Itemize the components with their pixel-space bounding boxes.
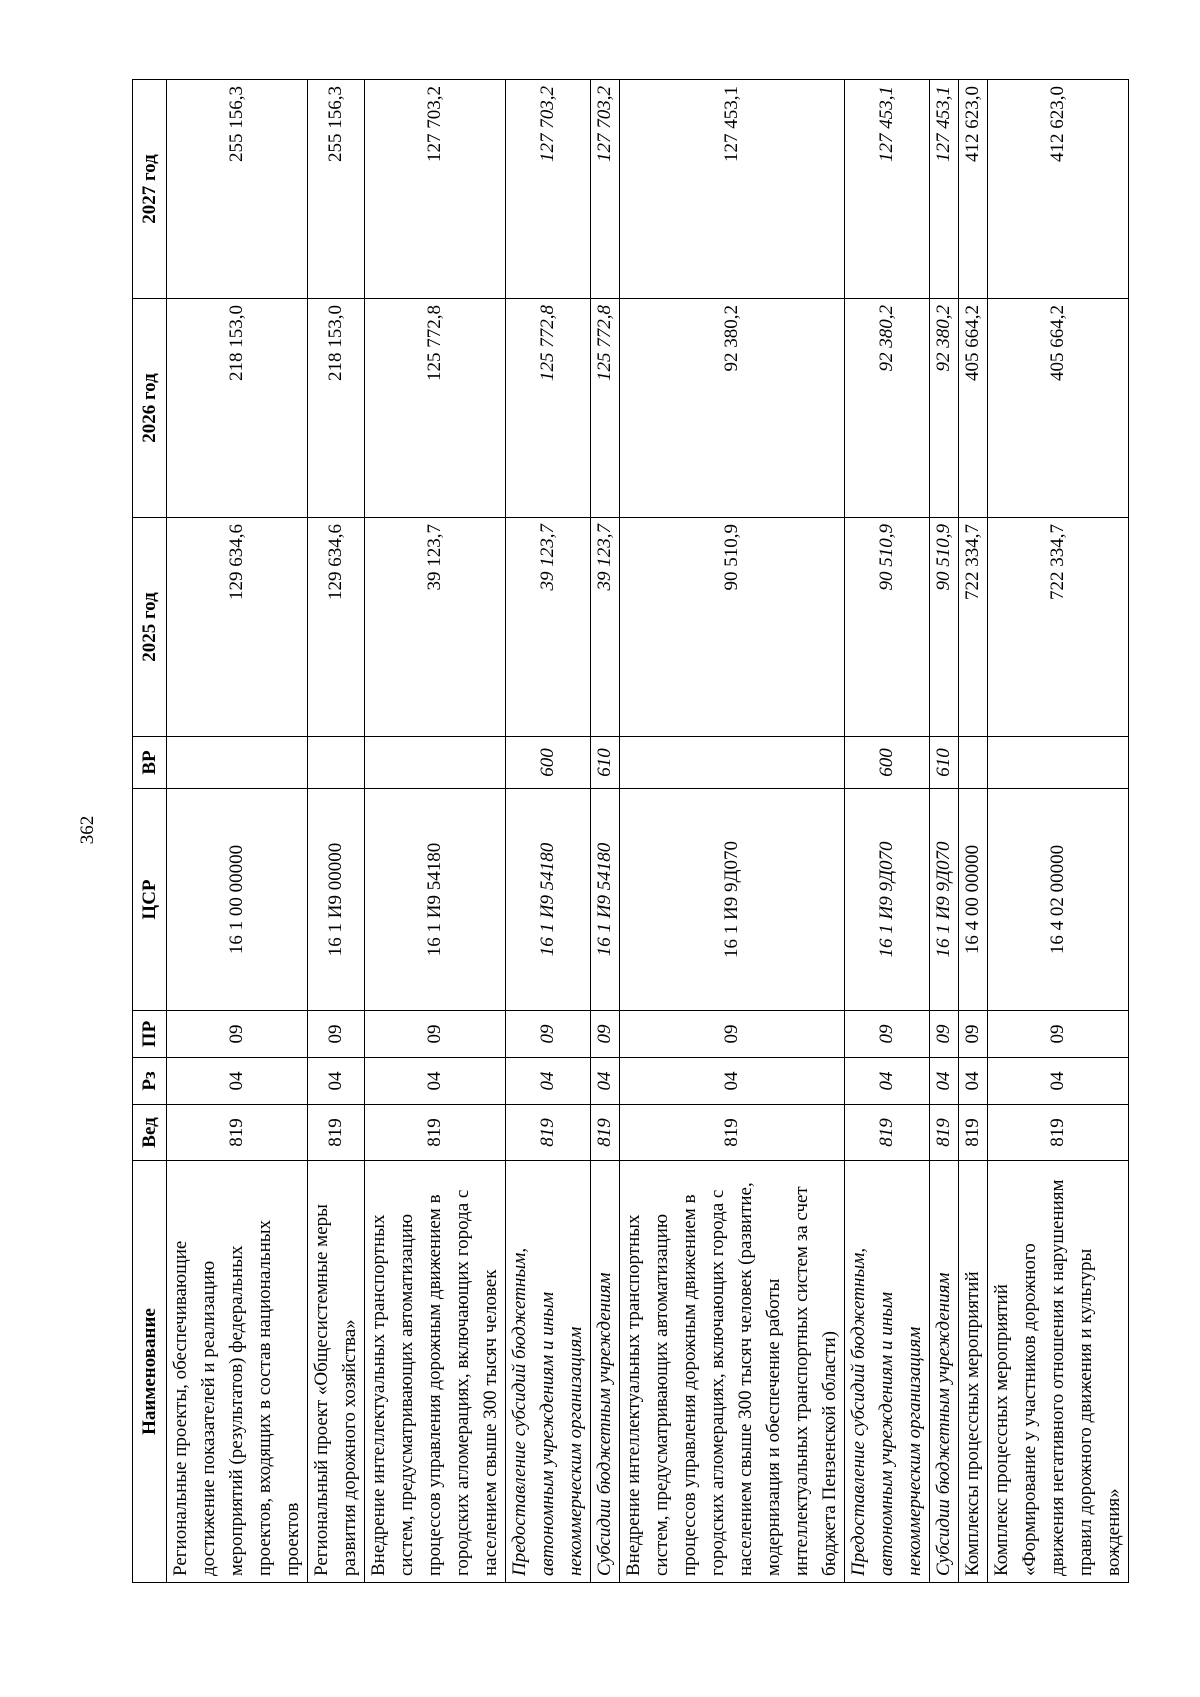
cell-name: Предоставление субсидий бюджетным, автономным учреждениям и иным некоммерческим организациям [845, 1161, 930, 1583]
cell-2027: 255 156,3 [308, 80, 365, 299]
cell-2026: 125 772,8 [591, 299, 620, 518]
page-number: 362 [77, 815, 98, 845]
table-row [506, 80, 591, 1583]
cell-csr: 16 4 00 00000 [959, 789, 988, 1011]
cell-ved: 819 [365, 1105, 506, 1161]
cell-2027: 127 453,1 [930, 80, 959, 299]
header-2025: 2025 год [133, 518, 167, 737]
cell-ved: 819 [930, 1105, 959, 1161]
cell-csr: 16 1 И9 00000 [308, 789, 365, 1011]
cell-name: Региональные проекты, обеспечивающие достижение показателей и реализацию мероприятий (результатов) федеральных проектов, входящих в состав национальных проектов [167, 1161, 308, 1583]
cell-rz: 04 [959, 1058, 988, 1105]
cell-ved: 819 [959, 1105, 988, 1161]
cell-vr [988, 737, 1129, 789]
header-2026: 2026 год [133, 299, 167, 518]
cell-vr [167, 737, 308, 789]
table-row [167, 80, 308, 1583]
cell-csr: 16 1 00 00000 [167, 789, 308, 1011]
cell-csr: 16 1 И9 54180 [591, 789, 620, 1011]
cell-pr: 09 [845, 1011, 930, 1058]
header-rz: Рз [133, 1058, 167, 1105]
cell-csr: 16 1 И9 9Д070 [930, 789, 959, 1011]
cell-vr: 600 [845, 737, 930, 789]
cell-ved: 819 [620, 1105, 845, 1161]
cell-name: Субсидии бюджетным учреждениям [930, 1161, 959, 1583]
cell-rz: 04 [308, 1058, 365, 1105]
cell-vr: 610 [930, 737, 959, 789]
table-header-row [133, 80, 167, 1583]
cell-pr: 09 [506, 1011, 591, 1058]
cell-2027: 127 703,2 [506, 80, 591, 299]
cell-rz: 04 [167, 1058, 308, 1105]
cell-rz: 04 [365, 1058, 506, 1105]
cell-ved: 819 [506, 1105, 591, 1161]
cell-2026: 405 664,2 [988, 299, 1129, 518]
cell-2027: 255 156,3 [167, 80, 308, 299]
cell-name: Внедрение интеллектуальных транспортных систем, предусматривающих автоматизацию процессов управления дорожным движением в городских агломерациях, включающих города с населением свыше 300 тысяч человек [365, 1161, 506, 1583]
table-row [591, 80, 620, 1583]
cell-2026: 218 153,0 [308, 299, 365, 518]
cell-ved: 819 [845, 1105, 930, 1161]
cell-ved: 819 [308, 1105, 365, 1161]
cell-name: Внедрение интеллектуальных транспортных систем, предусматривающих автоматизацию процессов управления дорожным движением в городских агломерациях, включающих города с населением свыше 300 тысяч человек (развитие, модернизация и обеспечение работы интеллектуальных транспортных систем за счет бюджета Пензенской области) [620, 1161, 845, 1583]
cell-csr: 16 1 И9 9Д070 [620, 789, 845, 1011]
cell-rz: 04 [591, 1058, 620, 1105]
cell-vr: 600 [506, 737, 591, 789]
table-row [930, 80, 959, 1583]
cell-2025: 722 334,7 [988, 518, 1129, 737]
header-name: Наименование [133, 1161, 167, 1583]
table-row [308, 80, 365, 1583]
cell-csr: 16 4 02 00000 [988, 789, 1129, 1011]
cell-pr: 09 [930, 1011, 959, 1058]
cell-pr: 09 [959, 1011, 988, 1058]
cell-2026: 92 380,2 [930, 299, 959, 518]
cell-2025: 129 634,6 [167, 518, 308, 737]
cell-ved: 819 [591, 1105, 620, 1161]
cell-2027: 127 453,1 [620, 80, 845, 299]
cell-rz: 04 [930, 1058, 959, 1105]
table-row [988, 80, 1129, 1583]
cell-2025: 39 123,7 [591, 518, 620, 737]
cell-pr: 09 [591, 1011, 620, 1058]
cell-2027: 412 623,0 [988, 80, 1129, 299]
cell-vr [959, 737, 988, 789]
cell-2026: 405 664,2 [959, 299, 988, 518]
cell-2026: 125 772,8 [365, 299, 506, 518]
cell-name: Комплекс процессных мероприятий «Формирование у участников дорожного движения негативного отношения к нарушениям правил дорожного движения и культуры вождения» [988, 1161, 1129, 1583]
table-row [845, 80, 930, 1583]
cell-vr [365, 737, 506, 789]
cell-2025: 39 123,7 [365, 518, 506, 737]
cell-2026: 218 153,0 [167, 299, 308, 518]
cell-2025: 90 510,9 [845, 518, 930, 737]
cell-2025: 129 634,6 [308, 518, 365, 737]
cell-vr [620, 737, 845, 789]
cell-name: Комплексы процессных мероприятий [959, 1161, 988, 1583]
cell-rz: 04 [620, 1058, 845, 1105]
table-row [365, 80, 506, 1583]
cell-rz: 04 [506, 1058, 591, 1105]
cell-ved: 819 [988, 1105, 1129, 1161]
cell-ved: 819 [167, 1105, 308, 1161]
cell-rz: 04 [988, 1058, 1129, 1105]
cell-csr: 16 1 И9 9Д070 [845, 789, 930, 1011]
cell-csr: 16 1 И9 54180 [506, 789, 591, 1011]
cell-csr: 16 1 И9 54180 [365, 789, 506, 1011]
cell-rz: 04 [845, 1058, 930, 1105]
cell-2026: 92 380,2 [620, 299, 845, 518]
cell-2025: 722 334,7 [959, 518, 988, 737]
cell-2025: 90 510,9 [620, 518, 845, 737]
cell-name: Предоставление субсидий бюджетным, автономным учреждениям и иным некоммерческим организациям [506, 1161, 591, 1583]
cell-2027: 127 453,1 [845, 80, 930, 299]
cell-2027: 127 703,2 [591, 80, 620, 299]
header-ved: Вед [133, 1105, 167, 1161]
table-row [620, 80, 845, 1583]
table-row [959, 80, 988, 1583]
budget-table [132, 79, 1129, 1583]
cell-pr: 09 [365, 1011, 506, 1058]
header-vr: ВР [133, 737, 167, 789]
cell-2027: 412 623,0 [959, 80, 988, 299]
cell-2026: 125 772,8 [506, 299, 591, 518]
header-2027: 2027 год [133, 80, 167, 299]
cell-2025: 90 510,9 [930, 518, 959, 737]
header-csr: ЦСР [133, 789, 167, 1011]
cell-vr [308, 737, 365, 789]
cell-2027: 127 703,2 [365, 80, 506, 299]
header-pr: ПР [133, 1011, 167, 1058]
cell-2025: 39 123,7 [506, 518, 591, 737]
cell-pr: 09 [167, 1011, 308, 1058]
cell-pr: 09 [620, 1011, 845, 1058]
cell-pr: 09 [988, 1011, 1129, 1058]
cell-name: Субсидии бюджетным учреждениям [591, 1161, 620, 1583]
cell-pr: 09 [308, 1011, 365, 1058]
cell-name: Региональный проект «Общесистемные меры развития дорожного хозяйства» [308, 1161, 365, 1583]
cell-2026: 92 380,2 [845, 299, 930, 518]
cell-vr: 610 [591, 737, 620, 789]
budget-table-frame [132, 79, 1124, 1583]
